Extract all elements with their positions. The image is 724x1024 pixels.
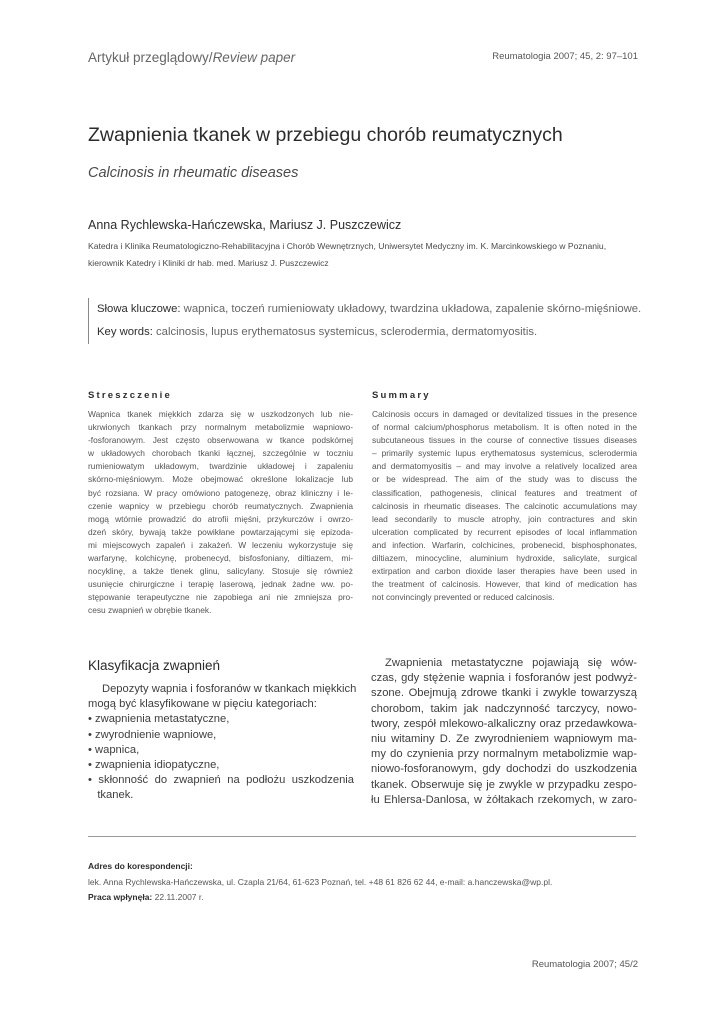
affiliation-line: kierownik Katedry i Kliniki dr hab. med. Mariusz J. Puszczewicz	[88, 257, 329, 268]
page-footer: Reumatologia 2007; 45/2	[531, 959, 638, 970]
section-label-pl: Artykuł przeglądowy/	[88, 50, 213, 65]
keywords-en-text: calcinosis, lupus erythematosus systemicus, sclerodermia, dermatomyositis.	[152, 326, 538, 338]
abstract-line: mogą wtórnie prowadzić do atrofii mięśni, przykurczów i owrzo-	[88, 513, 353, 524]
abstract-line: lead secondarily to muscle atrophy, join contractures and skin	[372, 513, 637, 524]
abstract-line: nocyklinę, a także tlenek glinu, salicylany. Stosuje się również	[88, 566, 353, 577]
section-label	[88, 50, 295, 65]
keywords-en	[97, 321, 657, 344]
list-item: • zwapnienia metastatyczne,	[88, 713, 230, 726]
body-line: niowo-fosforanowym, gdy dochodzi do uszkodzenia	[371, 763, 637, 776]
body-line: twory, zespół mlekowo-alkaliczny oraz przedawkowa-	[371, 717, 637, 730]
abstract-line: -fosforanowym. Jest często obserwowana w tkance podskórnej	[88, 435, 353, 446]
abstract-line: usunięcie chirurgiczne i terapię laserową, jednak żadne ww. po-	[88, 579, 353, 590]
body-line: Zwapnienia metastatyczne pojawiają się wów-	[385, 657, 637, 669]
article-subtitle: Calcinosis in rheumatic diseases	[88, 165, 299, 181]
keywords-pl-text: wapnica, toczeń rumieniowaty układowy, twardzina układowa, zapalenie skórno-mięśniowe.	[180, 303, 642, 315]
abstract-line: Calcinosis occurs in damaged or devitalized tissues in the presence	[372, 409, 637, 419]
abstract-line: the treatment of calcinosis. However, that kind of medication has	[372, 579, 637, 590]
affiliation-line: Katedra i Klinika Reumatologiczno-Rehabilitacyjna i Chorób Wewnętrznych, Uniwersytet Medyczny im. K. Marcinkowskiego w Poznaniu,	[88, 241, 607, 251]
abstract-line: calcinosis in rheumatic diseases. The calcinotic accumulations may	[372, 500, 637, 511]
keywords-pl	[97, 298, 657, 321]
list-item: • zwyrodnienie wapniowe,	[88, 728, 217, 741]
abstract-line: and dermatomyositis – and may involve a relatively localized area	[372, 461, 637, 472]
footnote-divider	[88, 836, 636, 837]
received-label: Praca wpłynęła:	[88, 892, 153, 902]
abstract-line: of normal calcium/phosphorus metabolism. It is often noted in the	[372, 422, 637, 433]
body-line: szone. Obejmują zdrowe tkanki i zwykle towarzyszą	[371, 687, 637, 700]
body-line: niu witaminy D. Ze zwyrodnieniem wapniowym ma-	[371, 733, 637, 746]
authors: Anna Rychlewska-Hańczewska, Mariusz J. Puszczewicz	[88, 218, 402, 232]
abstract-line: Wapnica tkanek miękkich zdarza się w uszkodzonych lub nie-	[88, 409, 353, 419]
abstract-line: dzeń skóry, bywają także powikłane powtarzającymi się epizoda-	[88, 526, 353, 537]
abstract-line: być rozsiana. W pracy omówiono patogenezę, obraz kliniczny i le-	[88, 487, 353, 498]
abstract-line: w układowych chorobach tkanki łącznej, szczególnie w toczniu	[88, 448, 353, 459]
keywords-en-label: Key words:	[97, 326, 153, 338]
received-value: 22.11.2007 r.	[152, 892, 204, 902]
abstract-line: mi miejscowych zapaleń i zakażeń. W leczeniu wykorzystuje się	[88, 539, 353, 550]
list-item: • zwapnienia idiopatyczne,	[88, 759, 220, 772]
abstract-line: czenie wapnicy w przebiegu chorób reumatycznych. Zwapnienia	[88, 500, 353, 511]
section-heading: Klasyfikacja zwapnień	[88, 658, 221, 673]
body-line: tkanek. Obserwuje się je zwykle w przypadku zespo-	[371, 778, 637, 791]
list-item: • wapnica,	[88, 743, 140, 756]
affiliation	[88, 238, 648, 271]
abstract-line: subcutaneous tissues in the course of connective tissues diseases	[372, 435, 637, 446]
abstract-line: extirpation and carbon dioxide laser therapies have been used in	[372, 566, 637, 577]
abstract-line: skórno-mięśniowym. Może obejmować określone lokalizacje lub	[88, 474, 353, 485]
body-line: mogą być klasyfikowane w pięciu kategoriach:	[88, 698, 317, 711]
abstract-line: ukrwionych tkankach przy normalnym metabolizmie wapniowo-	[88, 422, 353, 433]
abstract-pl-heading: Streszczenie	[88, 390, 172, 401]
received-date	[88, 892, 204, 902]
body-line: chorobom, takim jak nadczynność tarczycy, nowo-	[371, 702, 637, 715]
abstract-pl	[88, 408, 353, 618]
body-right-column	[371, 656, 637, 808]
abstract-line: and infection. Warfarin, colchicines, probenecid, bisphosphonates,	[372, 539, 637, 550]
body-line: czas, gdy stężenie wapnia i fosforanów jest podwyż-	[371, 672, 637, 685]
classification-list	[88, 712, 354, 803]
abstract-line: cesu zwapnień w obrębie tkanek.	[88, 605, 212, 616]
correspondence-heading: Adres do korespondencji:	[88, 861, 193, 871]
abstract-line: classification, pathogenesis, clinical features and treatment of	[372, 487, 637, 498]
abstract-line: diltiazem, minocycline, aluminium hydroxide, salicylate, surgical	[372, 553, 637, 564]
section-label-en: Review paper	[212, 50, 296, 65]
journal-reference: Reumatologia 2007; 45, 2: 97–101	[492, 51, 638, 62]
keywords-box	[88, 298, 657, 344]
body-left-column	[88, 682, 357, 804]
body-line: my do czynienia przy normalnym metabolizmie wap-	[371, 748, 637, 761]
body-line: Depozyty wapnia i fosforanów w tkankach miękkich	[102, 683, 357, 695]
abstract-line: stępowanie terapeutyczne nie zapobiega ani nie zmniejsza pro-	[88, 592, 353, 603]
abstract-line: – primarily systemic lupus erythematosus systemicus, sclerodermia	[372, 448, 637, 459]
abstract-line: rumieniowatym układowym, twardzinie układowej i zapaleniu	[88, 461, 353, 472]
list-item: • skłonność do zwapnień na podłożu uszkodzenia	[88, 774, 354, 787]
list-item: tkanek.	[88, 789, 134, 802]
abstract-line: or be widespread. The aim of the study was to discuss the	[372, 474, 637, 485]
correspondence-address: lek. Anna Rychlewska-Hańczewska, ul. Czapla 21/64, 61-623 Poznań, tel. +48 61 826 62 44, e-mail: a.hanczewska@wp.pl.	[88, 877, 553, 887]
abstract-line: ulceration complicated by recurrent episodes of local inflammation	[372, 526, 637, 537]
body-line: łu Ehlersa-Danlosa, w żółtakach rzekomych, w zaro-	[371, 793, 637, 806]
abstract-en	[372, 408, 637, 604]
abstract-line: not convincingly prevented or reduced calcinosis.	[372, 592, 555, 603]
keywords-pl-label: Słowa kluczowe:	[97, 303, 181, 315]
article-title: Zwapnienia tkanek w przebiegu chorób reumatycznych	[88, 124, 563, 146]
abstract-line: warfarynę, kolchicynę, probenecyd, bisfosfoniany, diltiazem, mi-	[88, 553, 353, 564]
abstract-en-heading: Summary	[372, 390, 431, 401]
